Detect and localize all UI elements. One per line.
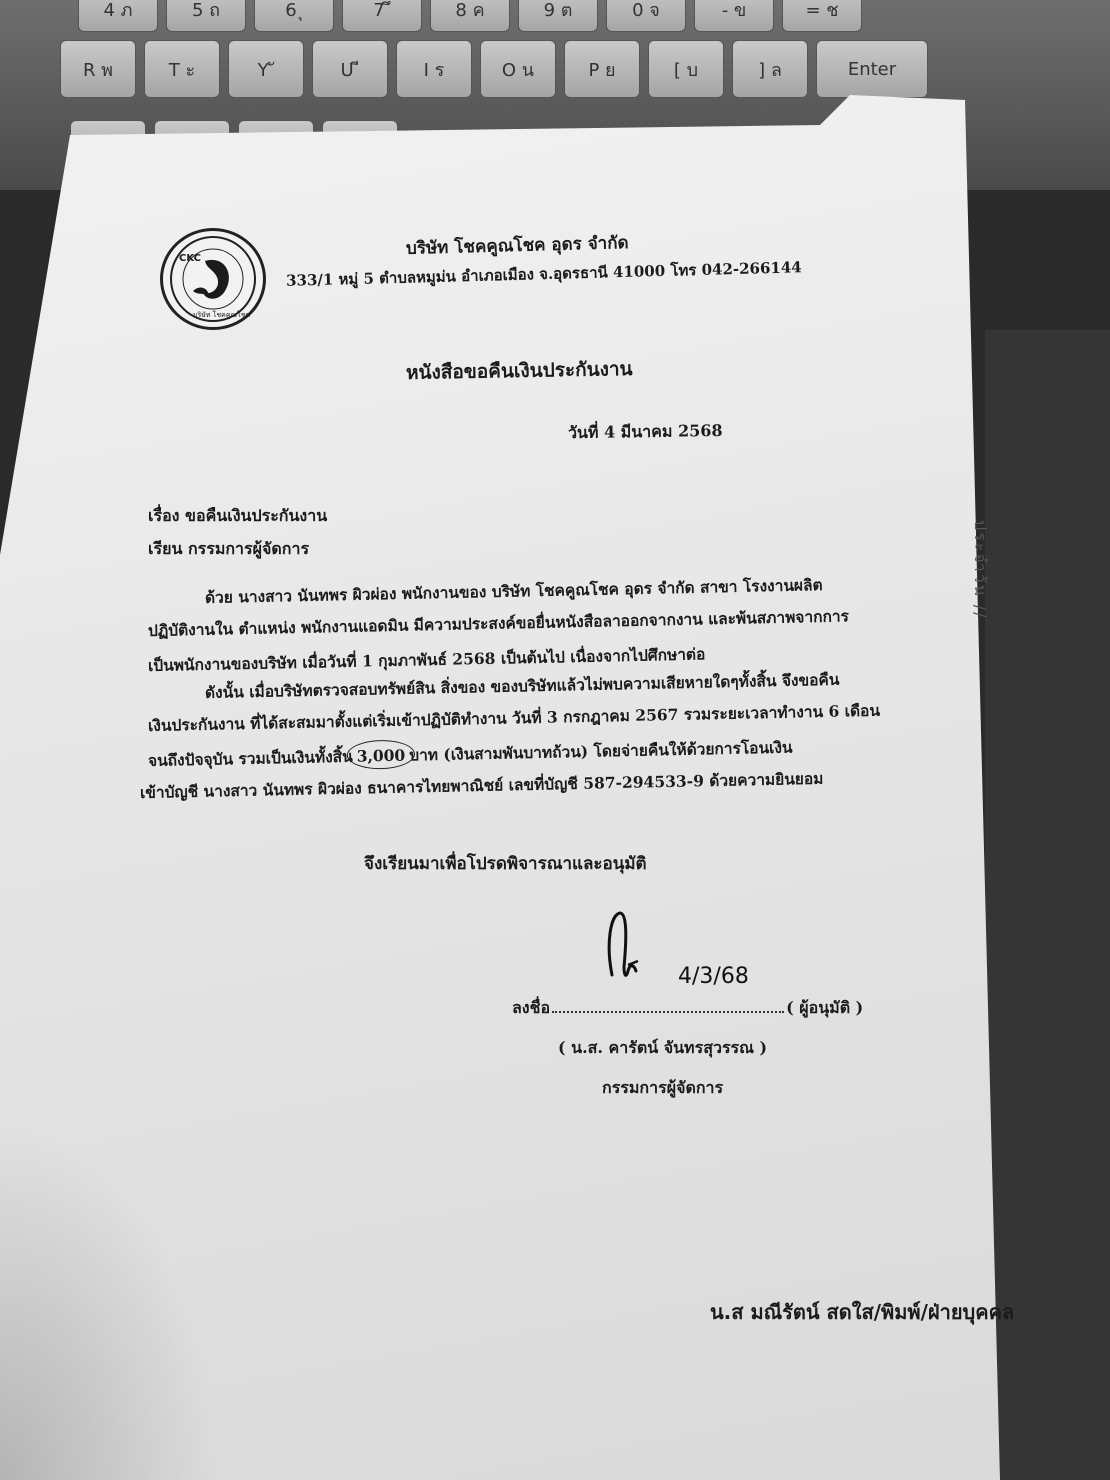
keyboard-key: I ร (396, 40, 472, 98)
keyboard-key: ] ล (732, 40, 808, 98)
body-line: ปฏิบัติงานใน ตำแหน่ง พนักงานแอดมิน มีความประสงค์ขอยื่นหนังสือลาออกจากงาน และพ้นสภาพจากการ (147, 606, 850, 640)
keyboard-key: 8 ค (430, 0, 510, 32)
approver-label: ( ผู้อนุมัติ ) (786, 998, 864, 1017)
keyboard-key: - ข (694, 0, 774, 32)
document-title: หนังสือขอคืนเงินประกันงาน (405, 358, 633, 384)
circled-amount: 3,000 (353, 746, 410, 766)
side-mark-text: ประจำวัน // (971, 520, 990, 620)
keyboard-key: 0 จ (606, 0, 686, 32)
body-line: เงินประกันงาน ที่ได้สะสมมาตั้งแต่เริ่มเข้าปฏิบัติทำงาน วันที่ 3 กรกฎาคม 2567 รวมระยะเวลาทำงาน 6 เดือน (147, 700, 881, 735)
svg-text:CKC: CKC (179, 253, 201, 264)
keyboard-key: R พ (60, 40, 136, 98)
sign-label: ลงชื่อ (512, 998, 551, 1017)
closing-line: จึงเรียนมาเพื่อโปรดพิจารณาและอนุมัติ (364, 854, 647, 874)
document-date: วันที่ 4 มีนาคม 2568 (567, 420, 723, 443)
body-line: เป็นพนักงานของบริษัท เมื่อวันที่ 1 กุมภาพันธ์ 2568 เป็นต้นไป เนื่องจากไปศึกษาต่อ (147, 644, 706, 675)
amount-suffix: บาท (เงินสามพันบาทถ้วน) โดยจ่ายคืนให้ด้วยการโอนเงิน (409, 737, 793, 765)
body-line: ดังนั้น เมื่อบริษัทตรวจสอบทรัพย์สิน สิ่งของ ของบริษัทแล้วไม่พบความเสียหายใดๆทั้งสิ้น จึงขอคืน (204, 669, 840, 702)
signer-position: กรรมการผู้จัดการ (602, 1078, 724, 1097)
keyboard-key: 7 ึ (342, 0, 422, 32)
signature-dotted-line (552, 1011, 784, 1013)
keyboard-key: P ย (564, 40, 640, 98)
keyboard-key: [ บ (648, 40, 724, 98)
keyboard-key: T ะ (144, 40, 220, 98)
keyboard-key: O น (480, 40, 556, 98)
svg-text:4/3/68: 4/3/68 (678, 964, 749, 989)
company-name: บริษัท โชคคูณโชค อุดร จำกัด (405, 233, 629, 259)
body-line: ด้วย นางสาว นันทพร ผิวผ่อง พนักงานของ บริษัท โชคคูณโชค อุดร จำกัด สาขา โรงงานผลิต (204, 575, 823, 607)
logo-emblem-icon (163, 231, 263, 327)
keyboard-key: = ช (782, 0, 862, 32)
keyboard-key: 4 ภ (78, 0, 158, 32)
body-line: เข้าบัญชี นางสาว นันทพร ผิวผ่อง ธนาคารไทยพาณิชย์ เลขที่บัญชี 587-294533-9 ด้วยความยินยอม (139, 768, 824, 802)
footer-note: น.ส มณีรัตน์ สดใส/พิมพ์/ฝ่ายบุคคล (710, 1300, 1015, 1324)
document-subject: เรื่อง ขอคืนเงินประกันงาน (148, 506, 328, 525)
keyboard-enter-key: Enter (816, 40, 928, 98)
document-recipient: เรียน กรรมการผู้จัดการ (148, 539, 310, 558)
body-line-amount (148, 735, 793, 773)
signer-name: ( น.ส. คารัตน์ จันทรสุวรรณ ) (558, 1038, 768, 1057)
keyboard-key: 9 ต (518, 0, 598, 32)
keyboard-key: U ี (312, 40, 388, 98)
keyboard-key: Y ั (228, 40, 304, 98)
company-logo (160, 228, 266, 330)
svg-text:บริษัท โชคคูณโชค: บริษัท โชคคูณโชค (193, 311, 251, 319)
keyboard-key: 6 ุ (254, 0, 334, 32)
handwritten-signature (598, 905, 768, 995)
signature-line (512, 996, 863, 1021)
keyboard-key: 5 ถ (166, 0, 246, 32)
amount-prefix: จนถึงปัจจุบัน รวมเป็นเงินทั้งสิ้น (147, 746, 353, 770)
company-address: 333/1 หมู่ 5 ตำบลหมูม่น อำเภอเมือง จ.อุดรธานี 41000 โทร 042-266144 (285, 258, 802, 290)
